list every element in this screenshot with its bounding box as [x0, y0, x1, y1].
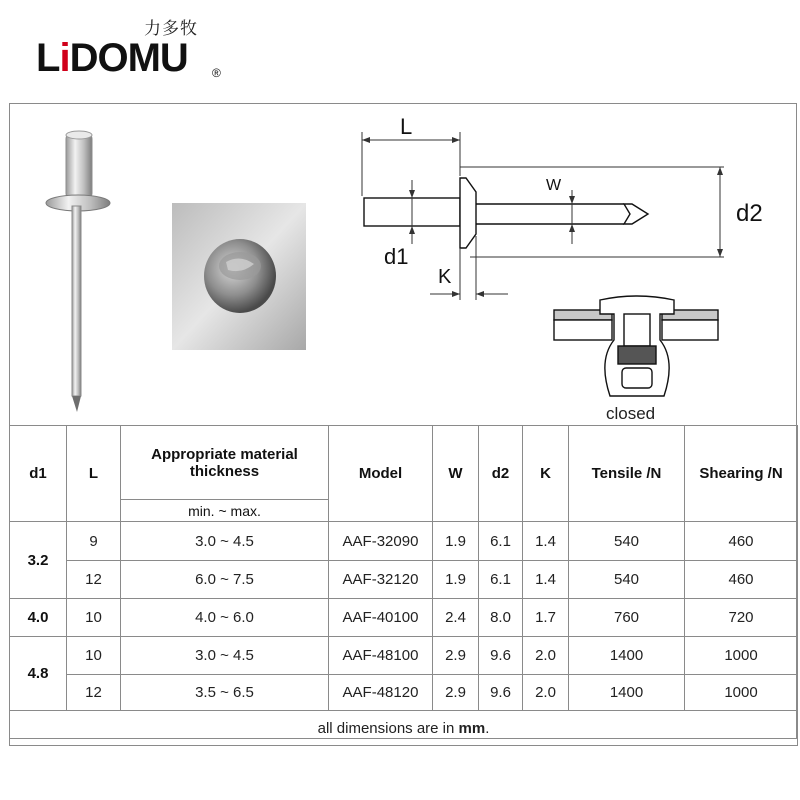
brand-prefix: L — [36, 36, 60, 80]
cell-L: 10 — [67, 599, 121, 637]
cell-d2: 9.6 — [479, 675, 523, 711]
rivet-technical-drawing — [362, 132, 724, 300]
table-row — [10, 599, 798, 637]
units-note-prefix: all dimensions are in — [317, 719, 459, 737]
cell-L: 12 — [67, 561, 121, 599]
cell-model: AAF-32120 — [329, 561, 433, 599]
cell-thickness: 4.0 ~ 6.0 — [121, 599, 329, 637]
cell-shearing: 460 — [685, 522, 798, 561]
cell-model: AAF-40100 — [329, 599, 433, 637]
cell-d1: 4.0 — [10, 599, 67, 637]
cell-d2: 8.0 — [479, 599, 523, 637]
cell-thickness: 3.5 ~ 6.5 — [121, 675, 329, 711]
cell-thickness: 3.0 ~ 4.5 — [121, 522, 329, 561]
rivet-photo — [46, 131, 110, 412]
cell-K: 2.0 — [523, 637, 569, 675]
table-row — [10, 637, 798, 675]
registered-mark: ® — [212, 66, 221, 80]
brand-suffix: DOMU — [69, 36, 188, 80]
brand-chinese-name: 力多牧 — [144, 19, 198, 39]
units-note-unit: mm — [458, 719, 486, 737]
cell-shearing: 1000 — [685, 637, 798, 675]
cell-model: AAF-32090 — [329, 522, 433, 561]
header-W: W — [433, 426, 479, 522]
cell-tensile: 1400 — [569, 637, 685, 675]
cell-W: 2.9 — [433, 675, 479, 711]
cell-d1: 4.8 — [10, 637, 67, 711]
header-row — [10, 426, 798, 500]
header-model: Model — [329, 426, 433, 522]
units-note-suffix: . — [485, 719, 490, 737]
header-tensile: Tensile /N — [569, 426, 685, 522]
cell-d1: 3.2 — [10, 522, 67, 599]
spec-table — [9, 425, 798, 746]
cell-thickness: 3.0 ~ 4.5 — [121, 637, 329, 675]
cell-tensile: 540 — [569, 561, 685, 599]
header-d2: d2 — [479, 426, 523, 522]
header-thickness: Appropriate material thickness — [121, 426, 329, 500]
closed-section-diagram — [554, 296, 718, 396]
label-length: L — [400, 114, 413, 139]
cell-W: 1.9 — [433, 522, 479, 561]
table-row — [10, 522, 798, 561]
brand-accent-letter: i — [59, 36, 70, 80]
cell-tensile: 1400 — [569, 675, 685, 711]
label-mandrel-width: W — [546, 177, 562, 194]
label-head-diameter: d2 — [736, 200, 763, 227]
cell-K: 2.0 — [523, 675, 569, 711]
table-row — [10, 561, 798, 599]
label-shank-diameter: d1 — [384, 244, 409, 269]
cell-d2: 9.6 — [479, 637, 523, 675]
cell-K: 1.7 — [523, 599, 569, 637]
cell-L: 9 — [67, 522, 121, 561]
cell-shearing: 1000 — [685, 675, 798, 711]
header-thickness-range: min. ~ max. — [121, 500, 329, 522]
header-K: K — [523, 426, 569, 522]
header-shearing: Shearing /N — [685, 426, 798, 522]
cell-L: 12 — [67, 675, 121, 711]
footer-row — [10, 711, 798, 746]
closed-caption: closed — [606, 404, 656, 423]
cell-model: AAF-48100 — [329, 637, 433, 675]
cell-tensile: 540 — [569, 522, 685, 561]
header-d1: d1 — [10, 426, 67, 522]
header-L: L — [67, 426, 121, 522]
cell-W: 1.9 — [433, 561, 479, 599]
cell-thickness: 6.0 ~ 7.5 — [121, 561, 329, 599]
cell-shearing: 460 — [685, 561, 798, 599]
cell-d2: 6.1 — [479, 561, 523, 599]
cell-shearing: 720 — [685, 599, 798, 637]
cell-tensile: 760 — [569, 599, 685, 637]
cell-model: AAF-48120 — [329, 675, 433, 711]
cell-K: 1.4 — [523, 561, 569, 599]
cell-W: 2.9 — [433, 637, 479, 675]
cell-K: 1.4 — [523, 522, 569, 561]
installed-rivet-photo — [172, 203, 306, 350]
cell-L: 10 — [67, 637, 121, 675]
cell-d2: 6.1 — [479, 522, 523, 561]
label-head-height: K — [438, 266, 452, 288]
table-row — [10, 675, 798, 711]
cell-W: 2.4 — [433, 599, 479, 637]
units-note — [10, 711, 798, 746]
